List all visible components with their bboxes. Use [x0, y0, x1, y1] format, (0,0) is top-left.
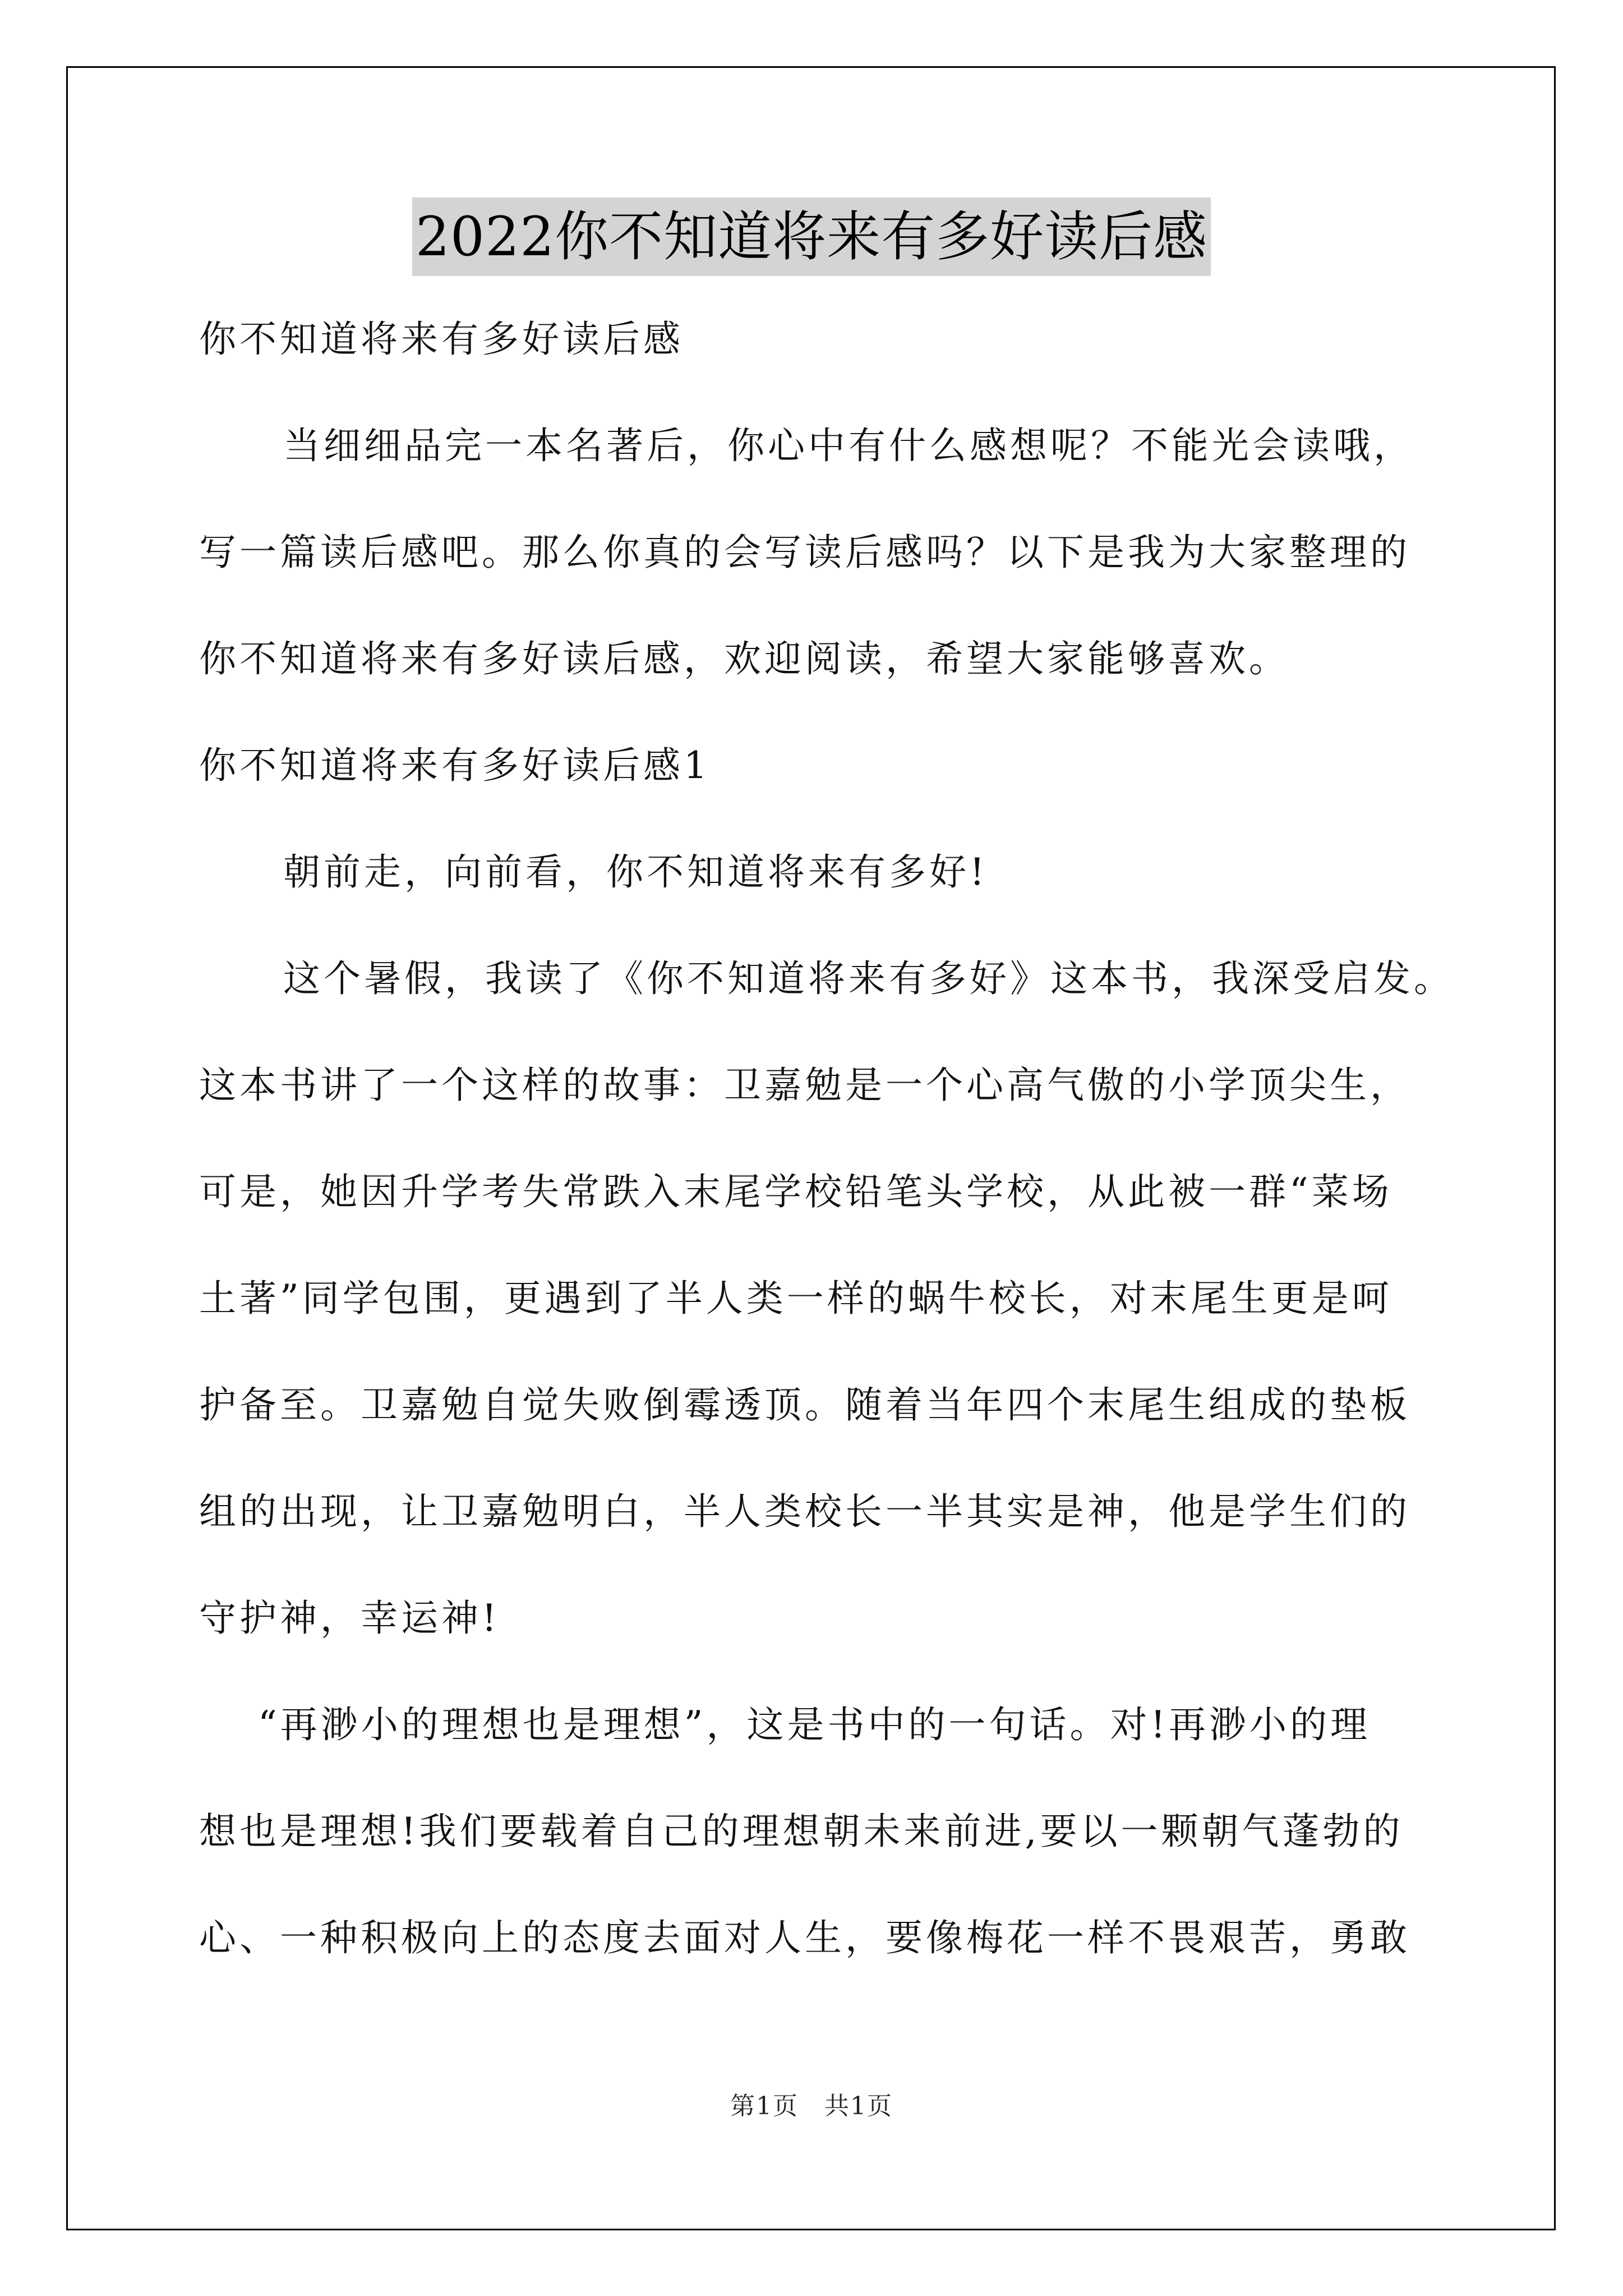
body-line: “再渺小的理想也是理想”，这是书中的一句话。对!再渺小的理 [258, 1703, 1371, 1746]
body-line: 守护神，幸运神! [199, 1596, 500, 1640]
body-line: 土著”同学包围，更遇到了半人类一样的蜗牛校长，对末尾生更是呵 [199, 1277, 1393, 1320]
body-line: 这本书讲了一个这样的故事：卫嘉勉是一个心高气傲的小学顶尖生， [199, 1064, 1410, 1107]
body-line: 想也是理想!我们要载着自己的理想朝未来前进,要以一颗朝气蓬勃的 [199, 1810, 1404, 1853]
title-container [0, 197, 1623, 276]
section-heading: 你不知道将来有多好读后感1 [199, 744, 711, 787]
body-line: 当细细品完一本名著后，你心中有什么感想呢？不能光会读哦， [283, 424, 1414, 467]
subtitle-line: 你不知道将来有多好读后感 [199, 318, 684, 361]
document-title: 2022你不知道将来有多好读后感 [412, 197, 1211, 276]
page-footer: 第1页 共1页 [730, 2092, 893, 2120]
body-line: 心、一种积极向上的态度去面对人生，要像梅花一样不畏艰苦，勇敢 [199, 1916, 1410, 1959]
body-line: 护备至。卫嘉勉自觉失败倒霉透顶。随着当年四个末尾生组成的垫板 [199, 1383, 1410, 1427]
body-line: 可是，她因升学考失常跌入末尾学校铅笔头学校，从此被一群“菜场 [199, 1170, 1393, 1213]
body-line: 写一篇读后感吧。那么你真的会写读后感吗？以下是我为大家整理的 [199, 531, 1410, 574]
body-line: 这个暑假，我读了《你不知道将来有多好》这本书，我深受启发。 [283, 957, 1454, 1000]
body-line: 朝前走，向前看，你不知道将来有多好! [283, 850, 988, 894]
body-line: 组的出现，让卫嘉勉明白，半人类校长一半其实是神，他是学生们的 [199, 1490, 1410, 1533]
page-border [66, 66, 1556, 2230]
body-line: 你不知道将来有多好读后感，欢迎阅读，希望大家能够喜欢。 [199, 637, 1289, 680]
